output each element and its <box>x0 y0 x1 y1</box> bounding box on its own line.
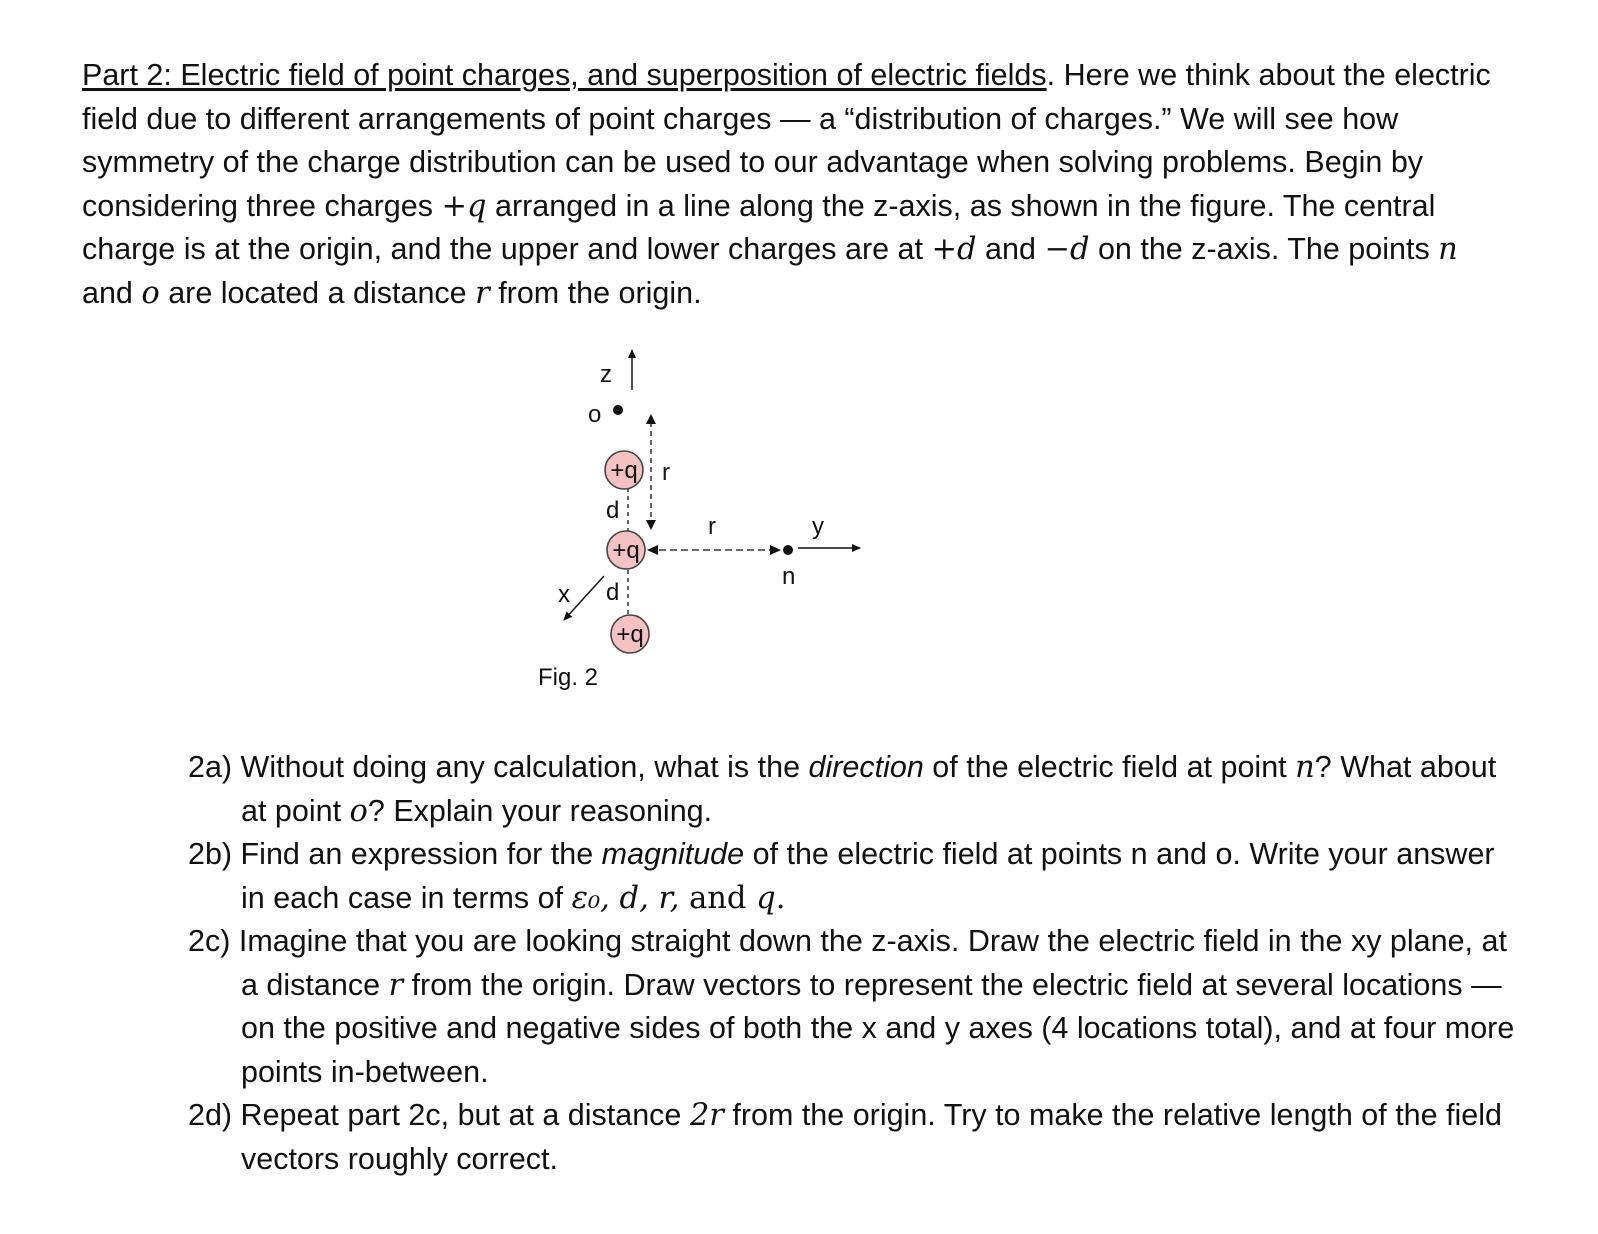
intro-text <box>82 54 1512 315</box>
intro-body-5: from the origin. <box>489 275 702 310</box>
d-lower-label: d <box>606 579 620 606</box>
r-vertical-arrowhead-up <box>646 414 656 424</box>
q2b-suffix: . <box>775 880 786 916</box>
charge-diagram <box>520 330 900 670</box>
q2d-prefix: 2d) Repeat part 2c, but at a distance <box>188 1098 690 1132</box>
z-axis-label: z <box>600 361 612 388</box>
intro-body-3: on the z-axis. The points <box>1089 232 1439 266</box>
point-n-symbol: n <box>1438 232 1458 267</box>
intro-body-4: are located a distance <box>159 275 476 310</box>
intro-paragraph <box>82 54 1512 315</box>
plus-d-symbol: +d <box>931 232 977 267</box>
charge-bottom-label: +q <box>616 621 644 648</box>
r-horizontal-arrowhead-left <box>647 545 658 555</box>
q2b-prefix: 2b) Find an expression for the <box>188 837 602 871</box>
r-horizontal-arrowhead-right <box>770 545 781 555</box>
point-o-symbol: o <box>141 275 160 311</box>
d-upper-label: d <box>606 497 620 524</box>
q2a-mid: of the electric field at point <box>923 750 1296 784</box>
charge-top <box>605 451 643 489</box>
question-2d <box>188 1094 1518 1181</box>
part-title: Part 2: Electric field of point charges, and superposition of electric fields <box>82 58 1047 92</box>
question-2c <box>188 920 1518 1094</box>
intro-body-2: arranged in a line along the z-axis, as shown in the figure. The central charge is at the origin, and the upper and lower charges are at <box>82 188 1436 266</box>
q2a-prefix: 2a) Without doing any calculation, what is the <box>188 750 809 784</box>
figure-2 <box>520 330 900 700</box>
charge-middle-label: +q <box>612 537 640 564</box>
charge-symbol: +q <box>441 188 487 224</box>
r-symbol: r <box>475 275 490 311</box>
charge-top-label: +q <box>610 457 638 484</box>
q2a-var-n: n <box>1295 750 1315 785</box>
intro-and-2: and <box>82 275 142 310</box>
point-n-dot <box>783 545 793 555</box>
y-axis-label: y <box>812 513 824 540</box>
intro-body-1: . Here we think about the electric field due to different arrangements of point charges — a “distribution of charges.” We will see how symmetry of the charge distribution can be used to our advantage when solving problems. Begin by considering three charges <box>82 58 1491 223</box>
x-axis-label: x <box>558 581 570 608</box>
point-o-dot <box>613 405 623 415</box>
q2d-var-2r: 2r <box>689 1098 724 1133</box>
charge-bottom <box>611 615 649 653</box>
q2a-suffix: ? Explain your reasoning. <box>367 793 713 828</box>
q2c-suffix: from the origin. Draw vectors to represent the electric field at several locations — on the positive and negative sides of both the x and y axes (4 locations total), and at four more points in-between. <box>241 967 1515 1089</box>
q2b-and: and <box>679 880 757 916</box>
q2c-prefix: 2c) Imagine that you are looking straight down the z-axis. Draw the electric field in the xy plane, at a distance <box>188 924 1507 1002</box>
minus-d-symbol: −d <box>1044 232 1090 267</box>
q2a-emphasis: direction <box>808 750 924 784</box>
q2d-suffix: from the origin. Try to make the relative length of the field vectors roughly correct. <box>241 1098 1503 1176</box>
question-2b <box>188 833 1518 920</box>
q2b-vars: ε₀, d, r, <box>571 880 680 916</box>
intro-and: and <box>976 232 1045 266</box>
q2a-var-o: o <box>349 793 368 829</box>
q2a-mid2: ? What about at point <box>241 750 1497 828</box>
x-axis-arrow <box>564 576 604 620</box>
r-horizontal-label: r <box>708 513 716 540</box>
charge-middle <box>607 531 645 569</box>
r-vertical-label: r <box>662 459 670 486</box>
q2c-var-r: r <box>388 967 404 1003</box>
q2b-mid: of the electric field at points n and o. Write your answer in each case in terms of <box>241 837 1495 915</box>
figure-caption: Fig. 2 <box>538 664 599 691</box>
question-list <box>188 746 1518 1181</box>
q2b-emphasis: magnitude <box>601 837 745 871</box>
point-n-label: n <box>782 563 796 590</box>
question-2a <box>188 746 1518 833</box>
r-vertical-arrowhead-down <box>646 520 656 530</box>
point-o-label: o <box>588 401 602 428</box>
q2b-var-q: q <box>756 880 776 916</box>
